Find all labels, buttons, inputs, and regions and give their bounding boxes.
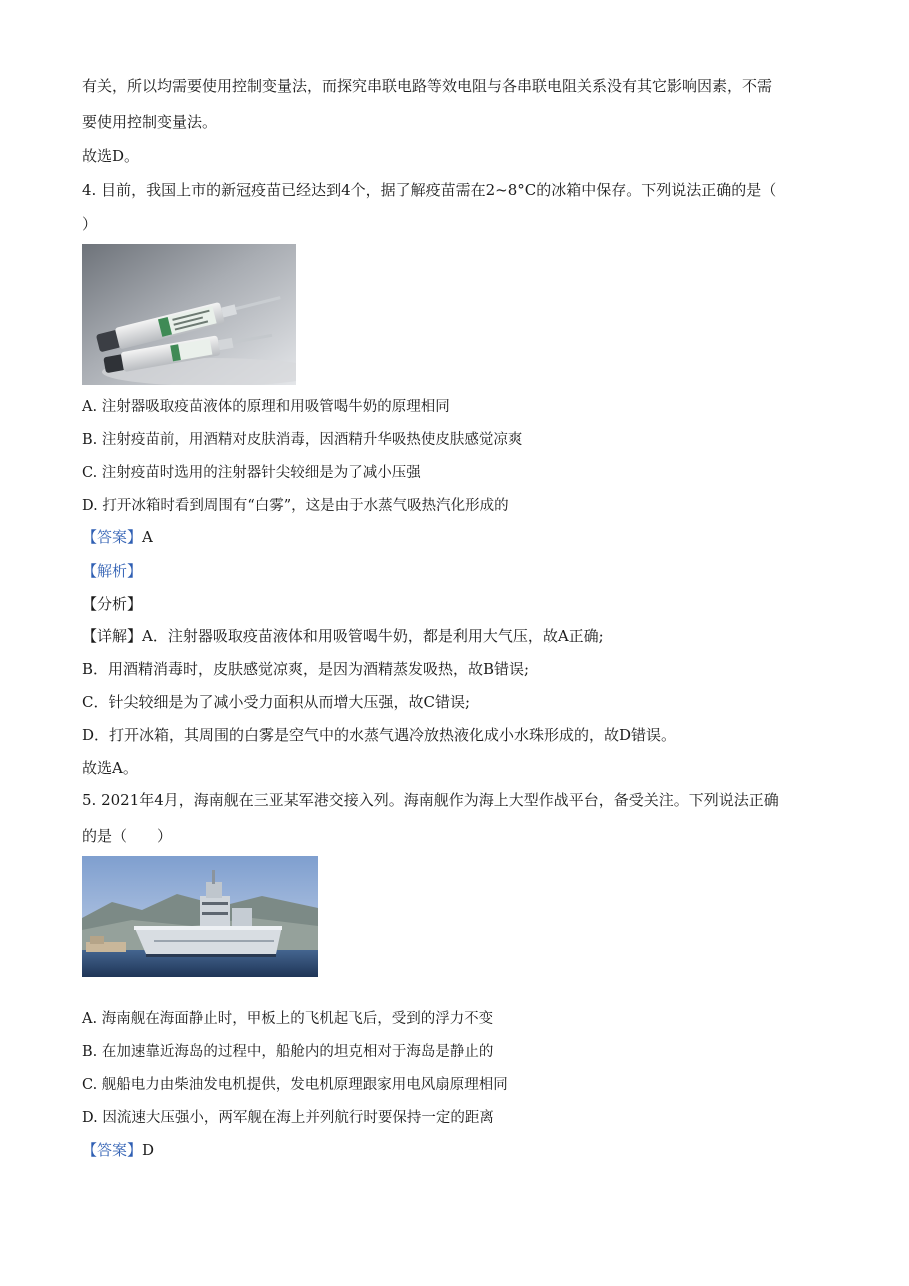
q4-option-d: D. 打开冰箱时看到周围有“白雾”，这是由于水蒸气吸热汽化形成的 — [82, 498, 509, 514]
q4-option-c: C. 注射疫苗时选用的注射器针尖较细是为了减小压强 — [82, 465, 421, 481]
q5-answer — [82, 1140, 154, 1160]
q4-answer-value: A — [142, 528, 153, 546]
q5-stem-line-1: 5. 2021年4月，海南舰在三亚某军港交接入列。海南舰作为海上大型作战平台，备受关注。下列说法正确 — [82, 791, 779, 809]
warship-photo — [82, 856, 318, 977]
syringe-photo — [82, 244, 296, 385]
q4-option-b: B. 注射疫苗前，用酒精对皮肤消毒，因酒精升华吸热使皮肤感觉凉爽 — [82, 432, 523, 448]
q5-option-b: B. 在加速靠近海岛的过程中，船舱内的坦克相对于海岛是静止的 — [82, 1044, 494, 1060]
q4-detail-tag: 【详解】 — [82, 627, 143, 645]
q4-answer — [82, 527, 153, 547]
q4-detail-c: C．针尖较细是为了减小受力面积从而增大压强，故C错误; — [82, 693, 471, 711]
q5-option-d: D. 因流速大压强小，两军舰在海上并列航行时要保持一定的距离 — [82, 1110, 494, 1126]
q4-answer-tag: 【答案】 — [82, 528, 143, 546]
q4-fenxi-tag: 【分析】 — [82, 595, 143, 613]
q4-option-a: A. 注射器吸取疫苗液体的原理和用吸管喝牛奶的原理相同 — [82, 399, 450, 415]
q5-answer-value: D — [142, 1141, 155, 1159]
q5-option-a: A. 海南舰在海面静止时，甲板上的飞机起飞后，受到的浮力不变 — [82, 1011, 494, 1027]
q5-answer-tag: 【答案】 — [82, 1141, 143, 1159]
q4-choice: 故选A。 — [82, 759, 138, 777]
q4-stem-line-2: ） — [82, 215, 98, 233]
q4-stem-line-1: 4. 目前，我国上市的新冠疫苗已经达到4个，据了解疫苗需在2~8°C的冰箱中保存。下列说法正确的是（ — [82, 181, 777, 199]
intro-line-1: 有关，所以均需要使用控制变量法，而探究串联电路等效电阻与各串联电阻关系没有其它影响因素，不需 — [82, 77, 773, 95]
intro-line-2: 要使用控制变量法。 — [82, 113, 218, 131]
q4-detail-d: D．打开冰箱，其周围的白雾是空气中的水蒸气遇冷放热液化成小水珠形成的，故D错误。 — [82, 726, 677, 744]
q4-detail-a: A．注射器吸取疫苗液体和用吸管喝牛奶，都是利用大气压，故A正确; — [142, 627, 604, 645]
q4-detail-line-1 — [82, 626, 604, 646]
q5-stem-line-2: 的是（ ） — [82, 827, 173, 845]
q4-detail-b: B．用酒精消毒时，皮肤感觉凉爽，是因为酒精蒸发吸热，故B错误; — [82, 660, 530, 678]
q4-analysis-tag: 【解析】 — [82, 562, 143, 580]
intro-choice: 故选D。 — [82, 147, 140, 165]
q5-option-c: C. 舰船电力由柴油发电机提供，发电机原理跟家用电风扇原理相同 — [82, 1077, 508, 1093]
